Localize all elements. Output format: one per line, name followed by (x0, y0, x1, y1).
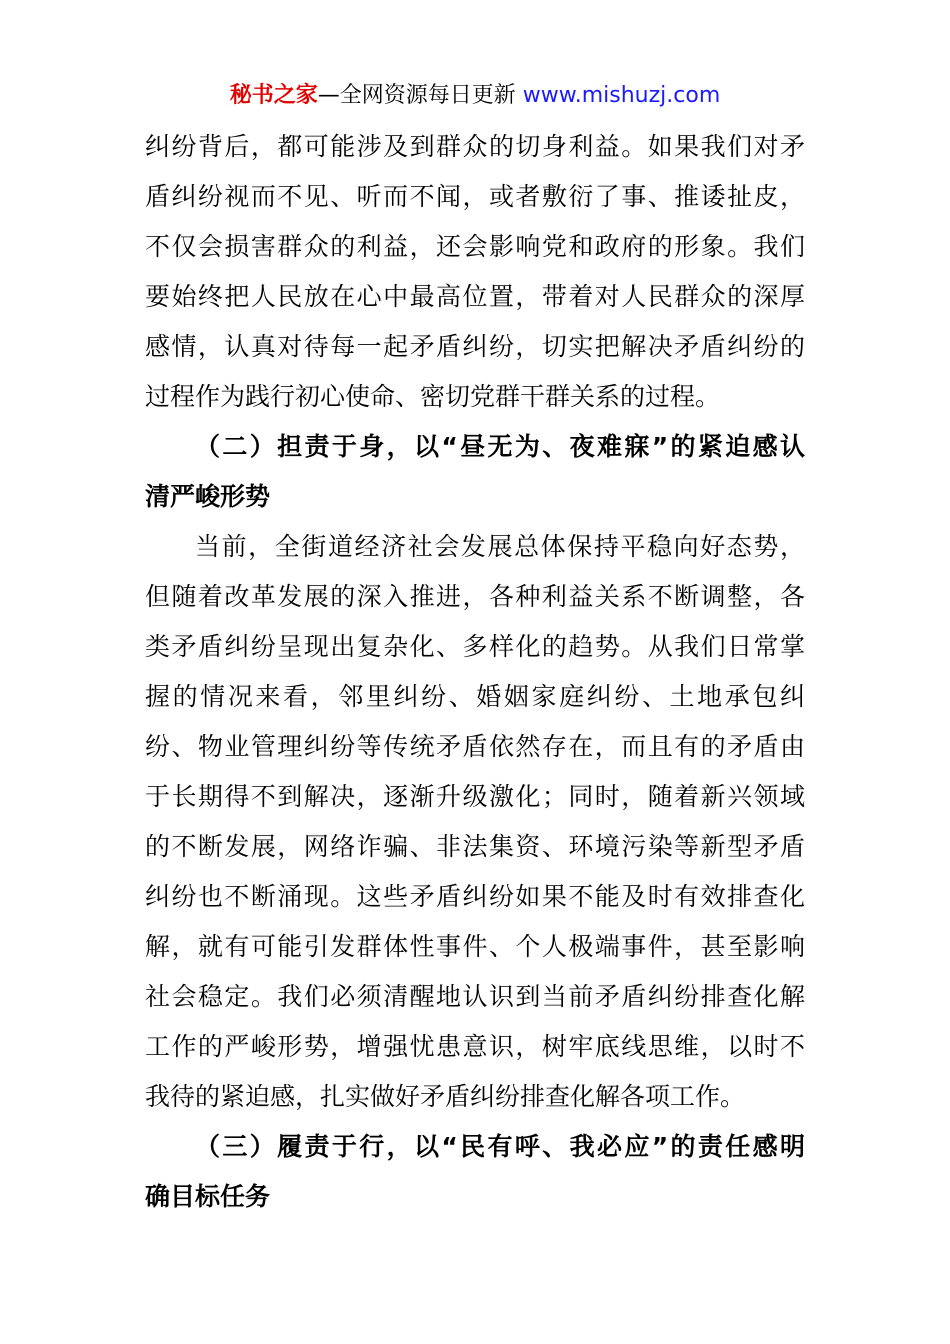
heading-line: （二）担责于身，以“昼无为、夜难寐”的紧迫感认 (195, 432, 805, 461)
heading-line: 清严峻形势 (145, 482, 271, 511)
heading-line: （三）履责于行，以“民有呼、我必应”的责任感明 (195, 1132, 805, 1161)
paragraph-line: 盾纠纷视而不见、听而不闻，或者敷衍了事、推诿扯皮， (145, 182, 805, 211)
paragraph-line: 类矛盾纠纷呈现出复杂化、多样化的趋势。从我们日常掌 (145, 632, 805, 661)
paragraph-line: 于长期得不到解决，逐渐升级激化；同时，随着新兴领域 (145, 782, 805, 811)
paragraph-line: 当前，全街道经济社会发展总体保持平稳向好态势， (195, 532, 805, 561)
body-paragraph-1 (145, 122, 805, 422)
header-tagline: —全网资源每日更新 (317, 83, 523, 108)
paragraph-line: 纠纷背后，都可能涉及到群众的切身利益。如果我们对矛 (145, 132, 805, 161)
header-brand: 秘书之家 (229, 83, 318, 108)
paragraph-line: 握的情况来看，邻里纠纷、婚姻家庭纠纷、土地承包纠 (145, 682, 805, 711)
paragraph-line: 不仅会损害群众的利益，还会影响党和政府的形象。我们 (145, 232, 805, 261)
paragraph-line: 工作的严峻形势，增强忧患意识，树牢底线思维，以时不 (145, 1032, 805, 1061)
paragraph-line: 纷、物业管理纠纷等传统矛盾依然存在，而且有的矛盾由 (145, 732, 805, 761)
body-paragraph-2 (145, 522, 805, 1122)
document-body (145, 122, 805, 1222)
header-url: www.mishuzj.com (522, 83, 721, 108)
paragraph-line: 解，就有可能引发群体性事件、个人极端事件，甚至影响 (145, 932, 805, 961)
section-heading-3 (145, 1122, 805, 1222)
page-header (0, 74, 950, 118)
section-heading-2 (145, 422, 805, 522)
paragraph-line: 的不断发展，网络诈骗、非法集资、环境污染等新型矛盾 (145, 832, 805, 861)
paragraph-line: 纠纷也不断涌现。这些矛盾纠纷如果不能及时有效排查化 (145, 882, 805, 911)
paragraph-line: 要始终把人民放在心中最高位置，带着对人民群众的深厚 (145, 282, 805, 311)
heading-line: 确目标任务 (145, 1182, 271, 1211)
paragraph-line: 但随着改革发展的深入推进，各种利益关系不断调整，各 (145, 582, 805, 611)
paragraph-line: 过程作为践行初心使命、密切党群干群关系的过程。 (145, 382, 721, 411)
paragraph-line: 我待的紧迫感，扎实做好矛盾纠纷排查化解各项工作。 (145, 1082, 746, 1111)
paragraph-line: 社会稳定。我们必须清醒地认识到当前矛盾纠纷排查化解 (145, 982, 805, 1011)
paragraph-line: 感情，认真对待每一起矛盾纠纷，切实把解决矛盾纠纷的 (145, 332, 805, 361)
